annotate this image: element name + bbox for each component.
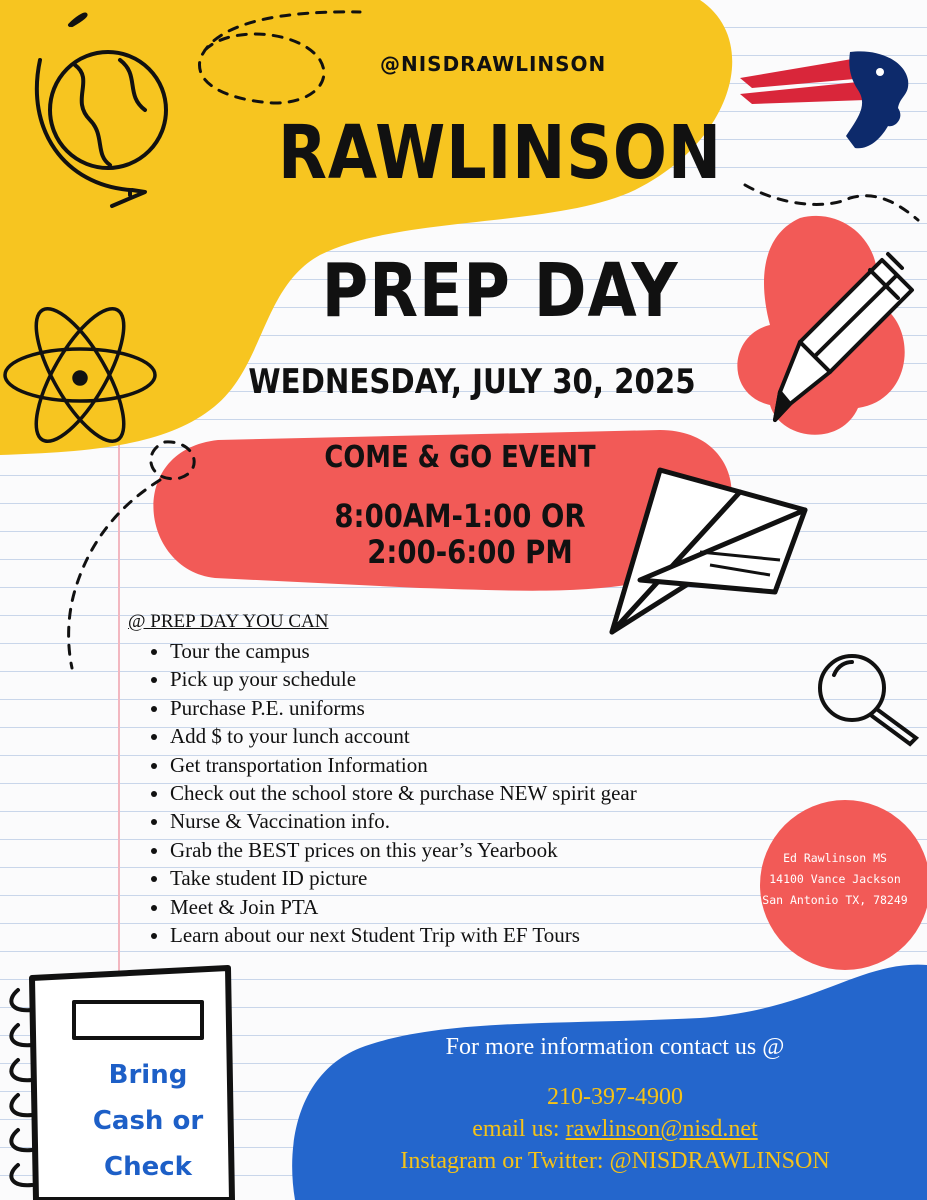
list-item: • Grab the BEST prices on this year’s Yearbook — [170, 836, 637, 864]
event-date: WEDNESDAY, JULY 30, 2025 — [248, 362, 696, 402]
address-line-3: San Antonio TX, 78249 — [762, 893, 908, 907]
list-item: • Add $ to your lunch account — [170, 722, 637, 750]
list-item: • Meet & Join PTA — [170, 893, 637, 921]
patriots-logo-icon — [740, 51, 908, 148]
contact-info — [330, 1034, 900, 1177]
email-link[interactable]: rawlinson@nisd.net — [565, 1116, 758, 1142]
magnifier-icon — [820, 656, 916, 744]
bring-line-1: Bring — [108, 1060, 188, 1090]
list-item: • Get transportation Information — [170, 751, 637, 779]
contact-email — [330, 1113, 900, 1145]
event-hours-line-2: 2:00-6:00 PM — [367, 533, 573, 571]
contact-phone[interactable]: 210-397-4900 — [547, 1084, 683, 1110]
title-line-1: RAWLINSON — [277, 110, 723, 196]
school-address — [750, 848, 920, 911]
list-item: • Learn about our next Student Trip with EF Tours — [170, 921, 637, 949]
event-type: COME & GO EVENT — [324, 440, 596, 475]
email-label: email us: — [472, 1116, 566, 1142]
list-heading: @ PREP DAY YOU CAN — [128, 611, 329, 632]
dashed-arc-right — [745, 185, 918, 220]
list-item: • Purchase P.E. uniforms — [170, 694, 637, 722]
list-item: • Pick up your schedule — [170, 665, 637, 693]
bring-line-3: Check — [104, 1152, 192, 1182]
list-item: • Tour the campus — [170, 637, 637, 665]
list-item: • Check out the school store & purchase NEW spirit gear — [170, 779, 637, 807]
title-line-2: PREP DAY — [321, 248, 679, 334]
prep-day-list — [146, 637, 637, 949]
list-item: • Take student ID picture — [170, 864, 637, 892]
address-line-2: 14100 Vance Jackson — [769, 872, 901, 886]
address-line-1: Ed Rawlinson MS — [783, 851, 887, 865]
bring-line-2: Cash or — [92, 1106, 204, 1136]
social-handle: @NISDRAWLINSON — [380, 52, 607, 76]
list-item: • Nurse & Vaccination info. — [170, 807, 637, 835]
bring-payment-note — [82, 1052, 214, 1190]
event-hours-line-1: 8:00AM-1:00 OR — [334, 497, 586, 535]
contact-heading: For more information contact us @ — [445, 1034, 785, 1060]
contact-social: Instagram or Twitter: @NISDRAWLINSON — [400, 1148, 830, 1174]
